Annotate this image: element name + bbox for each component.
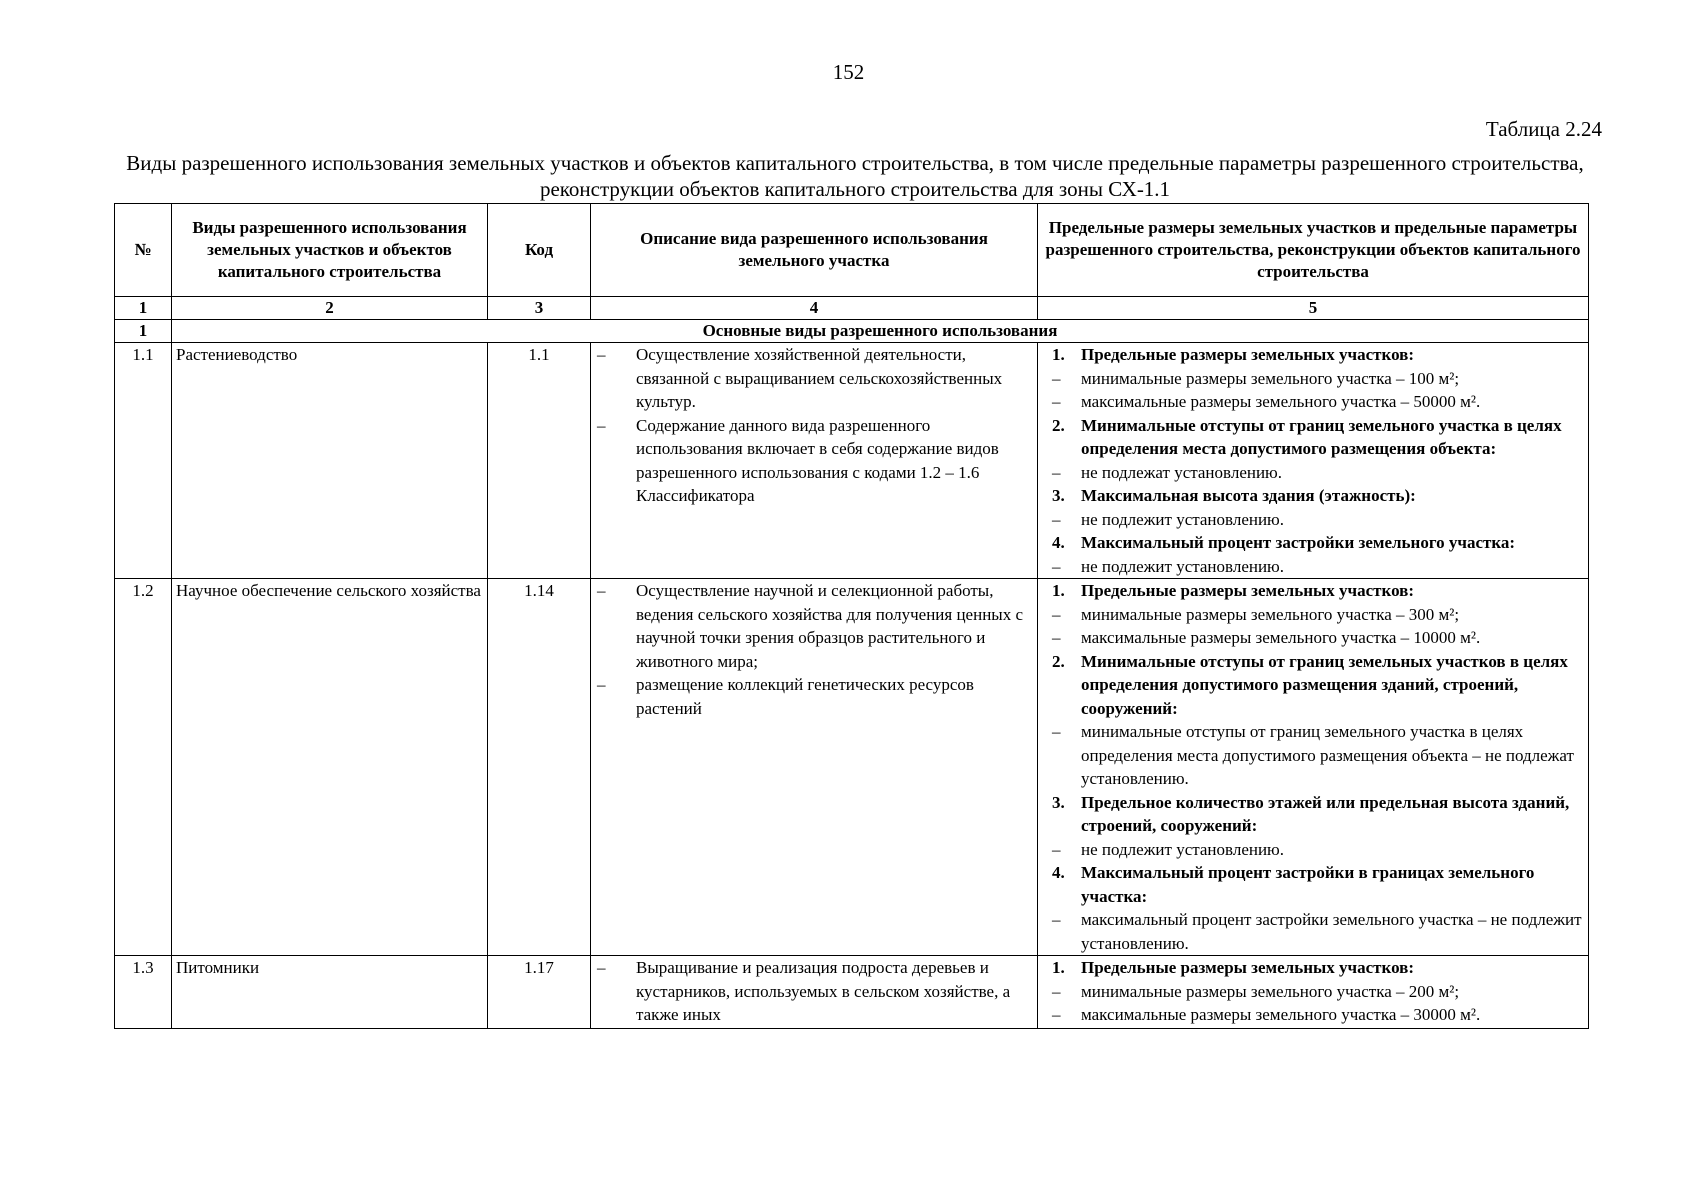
limits-heading: [1042, 414, 1584, 461]
limits-value-text: не подлежит установлению.: [1081, 509, 1285, 529]
limits-value-text: максимальные размеры земельного участка – 50000 м².: [1081, 392, 1481, 411]
limits-value: [1042, 980, 1584, 1004]
description-item: [595, 956, 1033, 1027]
limits-value: [1042, 555, 1584, 579]
limits-value-text: минимальные отступы от границ земельного участка в целях определения места допустимого размещения объекта – не подлежат установлению.: [1081, 722, 1574, 788]
heading-number: 1.: [1052, 345, 1065, 364]
limits-value: [1042, 720, 1584, 791]
limits-value-text: максимальные размеры земельного участка – 10000 м².: [1081, 628, 1481, 647]
header-code: Код: [488, 204, 591, 297]
dash-marker: –: [1052, 392, 1061, 411]
permitted-use-table: [114, 203, 1589, 1029]
dash-marker: –: [1052, 981, 1061, 1001]
limits-value-text: максимальные размеры земельного участка – 30000 м².: [1081, 1005, 1481, 1024]
row-limits: [1038, 579, 1589, 956]
limits-heading: [1042, 343, 1584, 367]
heading-number: 3.: [1052, 486, 1065, 505]
limits-value-text: минимальные размеры земельного участка – 300 м²;: [1081, 604, 1460, 624]
description-text: размещение коллекций генетических ресурсов растений: [636, 675, 974, 718]
heading-text: Предельные размеры земельных участков:: [1081, 581, 1415, 600]
heading-text: Предельное количество этажей или предельная высота зданий, строений, сооружений:: [1081, 792, 1570, 835]
limits-value-text: не подлежат установлению.: [1081, 462, 1283, 482]
section-num: 1: [115, 320, 172, 343]
row-code: 1.17: [488, 956, 591, 1029]
limits-value: [1042, 508, 1584, 532]
limits-value-text: минимальные размеры земельного участка – 200 м²;: [1081, 981, 1460, 1001]
limits-value: [1042, 1003, 1584, 1027]
table-title: Виды разрешенного использования земельных участков и объектов капитального строительства, в том числе предельные параметры разрешенного строительства, реконструкции объектов капитального строительства для зоны СХ-1.1: [126, 151, 1584, 201]
column-number: 1: [115, 297, 172, 320]
heading-number: 4.: [1052, 863, 1065, 882]
dash-marker: –: [1052, 1005, 1061, 1024]
limits-value: [1042, 461, 1584, 485]
description-item: [595, 579, 1033, 673]
heading-number: 1.: [1052, 958, 1065, 977]
table-row: [115, 579, 1589, 956]
description-text: Осуществление научной и селекционной работы, ведения сельского хозяйства для получения ценных с научной точки зрения образцов растительного и животного мира;: [636, 581, 1024, 671]
heading-text: Предельные размеры земельных участков:: [1081, 345, 1415, 364]
header-num: №: [115, 204, 172, 297]
limits-heading: [1042, 956, 1584, 980]
page-number: 152: [832, 60, 865, 84]
limits-value-text: не подлежит установлению.: [1081, 839, 1285, 859]
limits-value-text: не подлежит установлению.: [1081, 556, 1285, 576]
column-number: 2: [172, 297, 488, 320]
row-num: 1.1: [115, 343, 172, 579]
dash-marker: –: [597, 415, 606, 435]
description-text: Осуществление хозяйственной деятельности, связанной с выращиванием сельскохозяйственных культур.: [636, 345, 1003, 411]
dash-marker: –: [1052, 462, 1061, 482]
limits-heading: [1042, 579, 1584, 603]
limits-value: [1042, 367, 1584, 391]
row-num: 1.2: [115, 579, 172, 956]
heading-text: Минимальные отступы от границ земельного участка в целях определения места допустимого размещения объекта:: [1081, 415, 1562, 458]
dash-marker: –: [597, 958, 606, 977]
header-limits: Предельные размеры земельных участков и предельные параметры разрешенного строительства, реконструкции объектов капитального строительства: [1038, 204, 1589, 297]
heading-number: 2.: [1052, 651, 1065, 671]
row-description: [591, 579, 1038, 956]
table-row: [115, 343, 1589, 579]
row-use-type: Питомники: [172, 956, 488, 1029]
heading-number: 1.: [1052, 581, 1065, 600]
table-body: [115, 343, 1589, 1029]
row-use-type: Научное обеспечение сельского хозяйства: [172, 579, 488, 956]
heading-text: Максимальная высота здания (этажность):: [1081, 486, 1416, 505]
limits-value: [1042, 603, 1584, 627]
heading-number: 2.: [1052, 415, 1065, 435]
description-item: [595, 343, 1033, 414]
heading-number: 4.: [1052, 533, 1065, 552]
heading-text: Минимальные отступы от границ земельных участков в целях определения допустимого размещения зданий, строений, сооружений:: [1081, 651, 1568, 718]
column-numbers-row: [115, 297, 1589, 320]
dash-marker: –: [1052, 604, 1061, 624]
dash-marker: –: [1052, 509, 1061, 529]
limits-value: [1042, 390, 1584, 414]
dash-marker: –: [1052, 910, 1061, 929]
dash-marker: –: [1052, 556, 1061, 576]
heading-text: Предельные размеры земельных участков:: [1081, 958, 1415, 977]
limits-value-text: минимальные размеры земельного участка – 100 м²;: [1081, 368, 1460, 388]
heading-number: 3.: [1052, 792, 1065, 812]
header-row: [115, 204, 1589, 297]
limits-value-text: максимальный процент застройки земельного участка – не подлежит установлению.: [1081, 910, 1582, 953]
row-use-type: Растениеводство: [172, 343, 488, 579]
column-number: 5: [1038, 297, 1589, 320]
header-description: Описание вида разрешенного использования земельного участка: [591, 204, 1038, 297]
table-label: Таблица 2.24: [1485, 117, 1602, 141]
dash-marker: –: [1052, 722, 1061, 741]
limits-heading: [1042, 484, 1584, 508]
dash-marker: –: [1052, 839, 1061, 859]
row-description: [591, 343, 1038, 579]
row-limits: [1038, 343, 1589, 579]
limits-heading: [1042, 861, 1584, 908]
header-type: Виды разрешенного использования земельных участков и объектов капитального строительства: [172, 204, 488, 297]
row-num: 1.3: [115, 956, 172, 1029]
limits-value: [1042, 838, 1584, 862]
section-title: Основные виды разрешенного использования: [172, 320, 1589, 343]
section-row: [115, 320, 1589, 343]
dash-marker: –: [1052, 628, 1061, 647]
heading-text: Максимальный процент застройки в границах земельного участка:: [1081, 863, 1535, 906]
limits-value: [1042, 908, 1584, 955]
dash-marker: –: [597, 581, 606, 600]
heading-text: Максимальный процент застройки земельного участка:: [1081, 533, 1516, 552]
row-limits: [1038, 956, 1589, 1029]
dash-marker: –: [597, 675, 606, 694]
description-item: [595, 414, 1033, 508]
limits-heading: [1042, 531, 1584, 555]
column-number: 4: [591, 297, 1038, 320]
row-code: 1.14: [488, 579, 591, 956]
description-text: Выращивание и реализация подроста деревьев и кустарников, используемых в сельском хозяйстве, а также иных: [636, 958, 1011, 1024]
limits-value: [1042, 626, 1584, 650]
row-code: 1.1: [488, 343, 591, 579]
table-row: [115, 956, 1589, 1029]
dash-marker: –: [1052, 368, 1061, 388]
row-description: [591, 956, 1038, 1029]
column-number: 3: [488, 297, 591, 320]
limits-heading: [1042, 791, 1584, 838]
limits-heading: [1042, 650, 1584, 721]
dash-marker: –: [597, 345, 606, 364]
description-item: [595, 673, 1033, 720]
description-text: Содержание данного вида разрешенного использования включает в себя содержание видов разрешенного использования с кодами 1.2 – 1.6 Классификатора: [636, 415, 999, 505]
